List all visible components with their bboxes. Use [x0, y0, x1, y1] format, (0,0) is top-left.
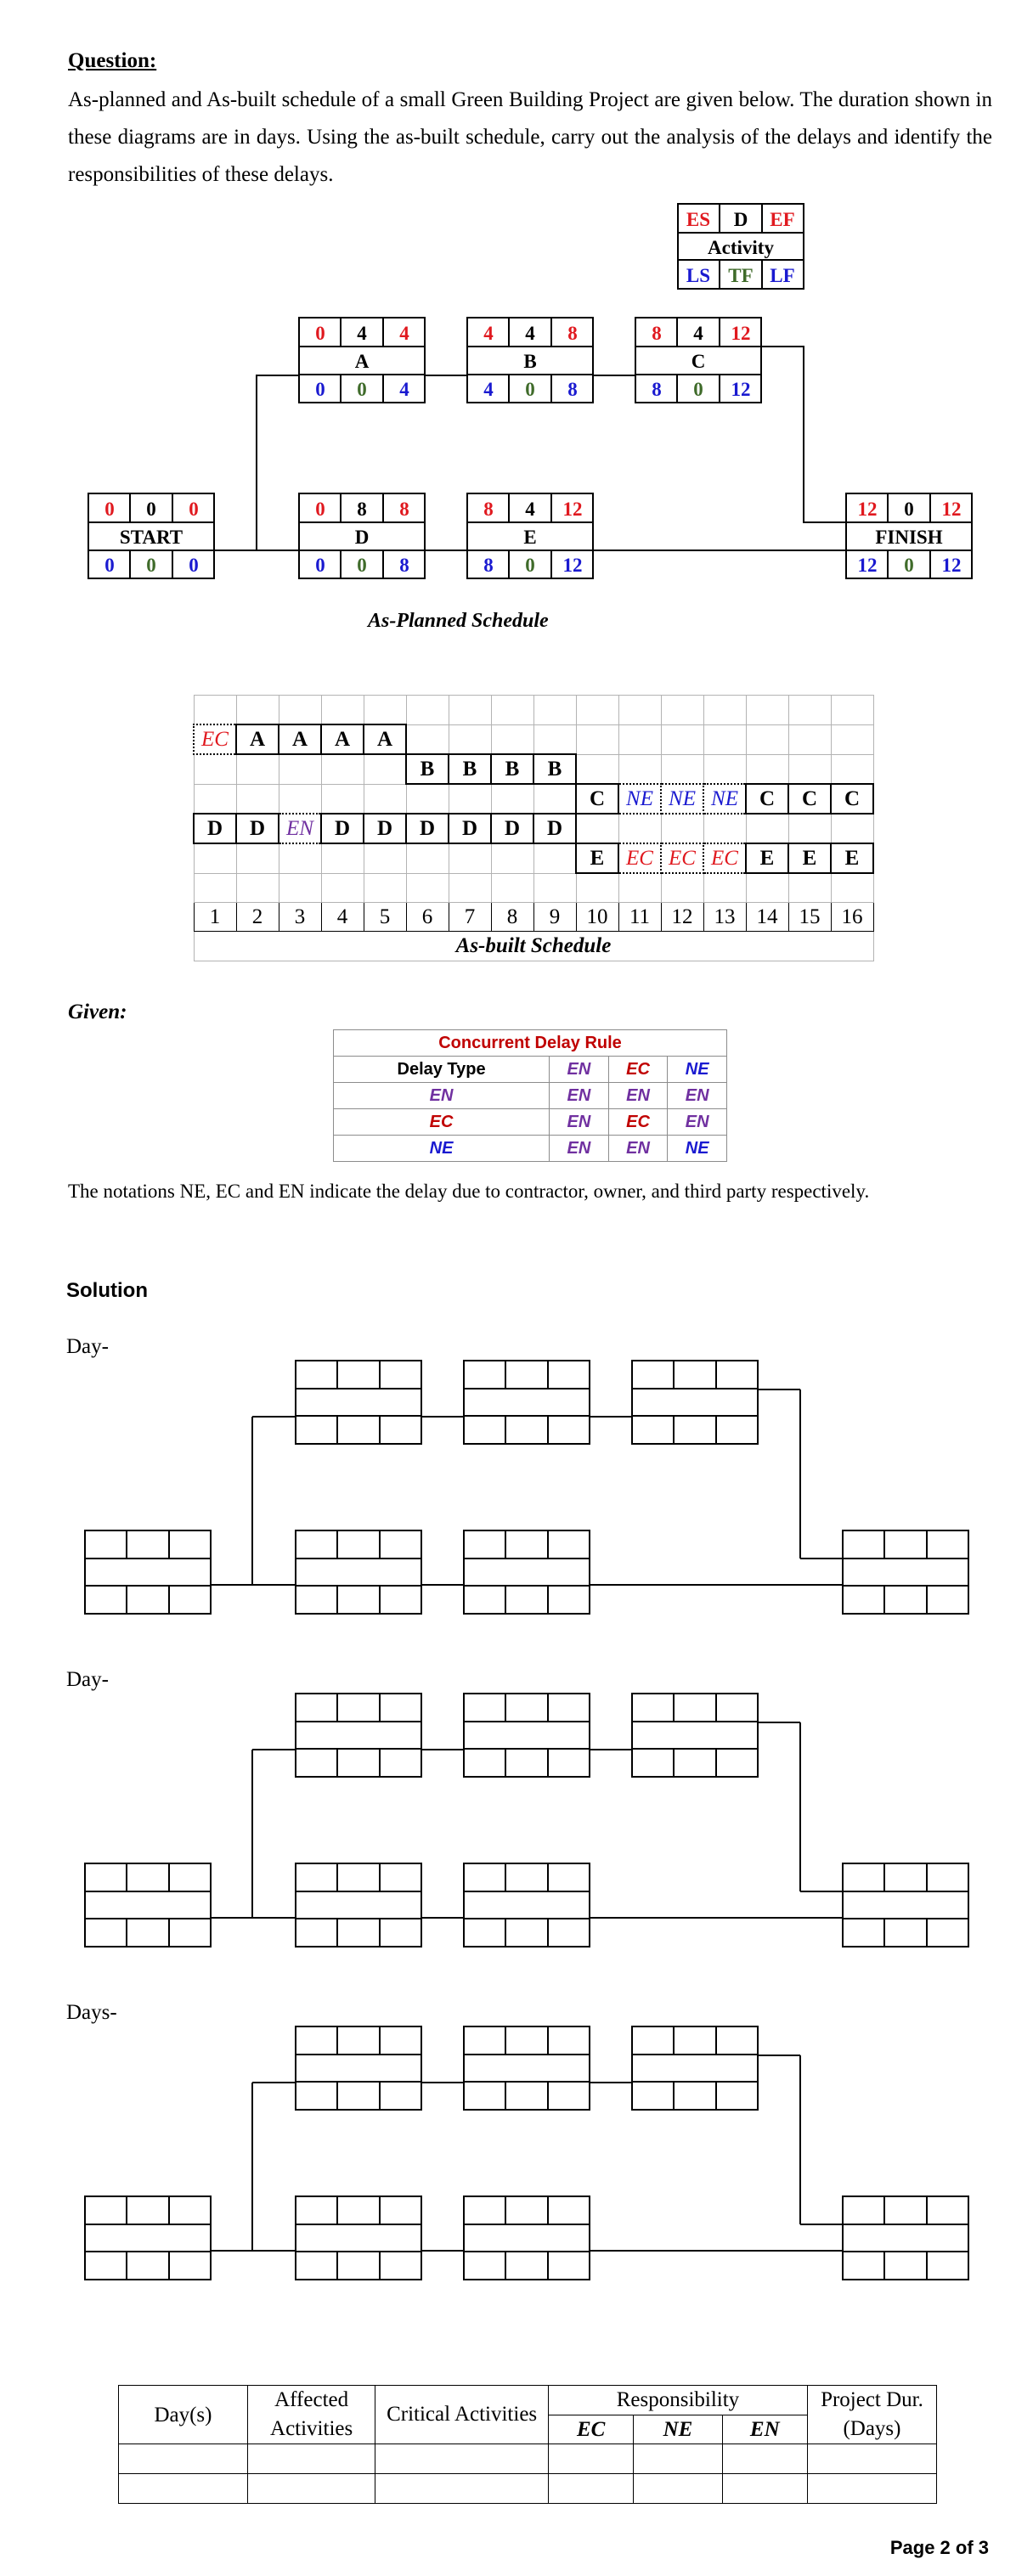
day-number: 12	[661, 903, 703, 932]
node-d: 4	[525, 323, 535, 344]
blank-node	[85, 2196, 211, 2280]
blank-node	[85, 1530, 211, 1614]
planned-node-e	[467, 493, 593, 578]
activity-bar-d: D	[194, 814, 236, 843]
empty-cell	[279, 784, 321, 814]
empty-cell	[661, 724, 703, 754]
blank-node	[464, 1694, 590, 1777]
planned-caption: As-Planned Schedule	[368, 610, 549, 632]
rule-cell: EN	[668, 1083, 727, 1109]
delay-cell-ec: EC	[661, 843, 703, 873]
rule-cell: EC	[608, 1057, 668, 1083]
empty-cell	[491, 873, 533, 903]
rule-cell: EC	[608, 1109, 668, 1136]
node-name: B	[523, 351, 537, 372]
node-tf: 0	[357, 379, 367, 400]
rule-row	[334, 1136, 727, 1162]
planned-network-diagram	[0, 0, 1033, 645]
empty-cell	[746, 873, 788, 903]
legend-ef: EF	[770, 209, 795, 230]
empty-cell	[533, 843, 576, 873]
col-days: Day(s)	[119, 2386, 248, 2444]
empty-cell	[449, 843, 491, 873]
question-text: As-planned and As-built schedule of a small Green Building Project are given below. The duration shown in these diagrams are in days. Using the as-built schedule, carry out the analysis of the delays and identify the responsibilities of these delays.	[68, 88, 992, 186]
empty-cell	[533, 724, 576, 754]
legend-es: ES	[686, 209, 711, 230]
empty-cell	[533, 784, 576, 814]
node-d: 0	[904, 499, 914, 520]
node-ef: 0	[189, 499, 199, 520]
empty-cell	[576, 754, 618, 784]
blank-node	[632, 1361, 758, 1444]
activity-bar-d: D	[533, 814, 576, 843]
blank-node	[843, 2196, 968, 2280]
node-ef: 12	[941, 499, 962, 520]
day-number: 13	[703, 903, 746, 932]
node-ef: 4	[399, 323, 409, 344]
solution-blank-networks	[0, 1350, 1033, 2302]
node-ls: 8	[652, 379, 662, 400]
empty-cell	[236, 696, 279, 725]
node-tf: 0	[146, 555, 156, 576]
rule-cell: EN	[608, 1083, 668, 1109]
activity-bar-c: C	[576, 784, 618, 814]
empty-cell	[406, 724, 449, 754]
col-duration: Project Dur. (Days)	[807, 2386, 936, 2444]
empty-cell	[746, 754, 788, 784]
activity-bar-a: A	[236, 724, 279, 754]
legend-lf: LF	[770, 265, 795, 286]
rule-cell: NE	[668, 1136, 727, 1162]
rule-cell: EC	[334, 1109, 550, 1136]
solution-network-2	[85, 1694, 968, 1947]
planned-node-d	[299, 493, 425, 578]
blank-node	[464, 2196, 590, 2280]
asbuilt-row	[194, 754, 873, 784]
empty-cell	[449, 696, 491, 725]
empty-cell	[194, 784, 236, 814]
blank-node	[296, 2026, 421, 2110]
delay-cell-ec: EC	[194, 724, 236, 754]
empty-cell	[831, 814, 873, 843]
empty-cell	[406, 696, 449, 725]
node-lf: 12	[941, 555, 962, 576]
node-ef: 8	[399, 499, 409, 520]
empty-cell	[321, 754, 364, 784]
empty-cell	[746, 814, 788, 843]
day-number: 4	[321, 903, 364, 932]
asbuilt-row	[194, 724, 873, 754]
blank-node	[464, 1530, 590, 1614]
notation-text: The notations NE, EC and EN indicate the delay due to contractor, owner, and third party respectively.	[68, 1181, 870, 1202]
empty-cell	[491, 843, 533, 873]
solution-day-label-1: Day-	[66, 1335, 109, 1358]
node-es: 4	[483, 323, 494, 344]
activity-bar-a: A	[364, 724, 406, 754]
empty-cell	[576, 873, 618, 903]
blank-node	[296, 1530, 421, 1614]
blank-node	[464, 1863, 590, 1947]
col-en: EN	[722, 2415, 807, 2444]
empty-cell	[406, 873, 449, 903]
node-tf: 0	[525, 555, 535, 576]
blank-node	[296, 1361, 421, 1444]
day-number: 16	[831, 903, 873, 932]
empty-cell	[661, 754, 703, 784]
node-name: START	[119, 527, 183, 548]
empty-cell	[661, 814, 703, 843]
delay-cell-en: EN	[279, 814, 321, 843]
day-number: 15	[788, 903, 831, 932]
empty-cell	[321, 873, 364, 903]
day-number: 3	[279, 903, 321, 932]
legend-d: D	[733, 209, 748, 230]
rule-cell: EN	[550, 1136, 609, 1162]
node-tf: 0	[357, 555, 367, 576]
empty-cell	[703, 754, 746, 784]
node-name: C	[691, 351, 706, 372]
day-number: 5	[364, 903, 406, 932]
empty-cell	[364, 873, 406, 903]
delay-cell-ne: NE	[618, 784, 661, 814]
blank-node	[296, 2196, 421, 2280]
summary-row	[119, 2444, 937, 2474]
empty-cell	[236, 873, 279, 903]
activity-bar-b: B	[491, 754, 533, 784]
rule-cell: EN	[608, 1136, 668, 1162]
planned-node-finish	[846, 493, 972, 578]
day-number: 8	[491, 903, 533, 932]
activity-bar-e: E	[831, 843, 873, 873]
activity-bar-c: C	[831, 784, 873, 814]
empty-cell	[703, 724, 746, 754]
col-responsibility: Responsibility	[548, 2386, 807, 2415]
node-ls: 4	[483, 379, 494, 400]
empty-cell	[746, 724, 788, 754]
blank-node	[632, 1694, 758, 1777]
rule-row	[334, 1109, 727, 1136]
node-tf: 0	[693, 379, 703, 400]
asbuilt-row	[194, 873, 873, 903]
empty-cell	[618, 696, 661, 725]
col-ec: EC	[548, 2415, 633, 2444]
empty-cell	[194, 696, 236, 725]
node-ls: 12	[857, 555, 878, 576]
activity-bar-d: D	[236, 814, 279, 843]
day-number: 7	[449, 903, 491, 932]
asbuilt-day-axis	[194, 903, 873, 932]
col-ne: NE	[634, 2415, 722, 2444]
empty-cell	[321, 843, 364, 873]
asbuilt-row	[194, 784, 873, 814]
activity-bar-e: E	[788, 843, 831, 873]
activity-bar-e: E	[746, 843, 788, 873]
rule-header-delay-type: Delay Type	[334, 1057, 550, 1083]
concurrent-delay-rule-table	[333, 1029, 727, 1162]
node-ef: 8	[567, 323, 578, 344]
empty-cell	[831, 724, 873, 754]
empty-cell	[406, 843, 449, 873]
activity-bar-b: B	[533, 754, 576, 784]
empty-cell	[661, 873, 703, 903]
activity-bar-d: D	[491, 814, 533, 843]
activity-bar-b: B	[449, 754, 491, 784]
asbuilt-row	[194, 696, 873, 725]
col-critical: Critical Activities	[375, 2386, 549, 2444]
question-heading: Question:	[68, 49, 157, 72]
planned-node-start	[88, 493, 214, 578]
empty-cell	[491, 724, 533, 754]
delay-cell-ne: NE	[661, 784, 703, 814]
activity-bar-d: D	[449, 814, 491, 843]
node-tf: 0	[525, 379, 535, 400]
empty-cell	[364, 696, 406, 725]
day-number: 10	[576, 903, 618, 932]
solution-day-label-3: Days-	[66, 2001, 117, 2024]
day-number: 11	[618, 903, 661, 932]
rule-cell: EN	[668, 1109, 727, 1136]
empty-cell	[236, 843, 279, 873]
empty-cell	[449, 784, 491, 814]
node-es: 0	[104, 499, 115, 520]
node-lf: 4	[399, 379, 409, 400]
empty-cell	[364, 843, 406, 873]
activity-bar-b: B	[406, 754, 449, 784]
day-number: 6	[406, 903, 449, 932]
empty-cell	[618, 873, 661, 903]
page-number: Page 2 of 3	[889, 2537, 989, 2558]
node-lf: 12	[562, 555, 583, 576]
empty-cell	[194, 754, 236, 784]
activity-bar-e: E	[576, 843, 618, 873]
empty-cell	[449, 873, 491, 903]
asbuilt-row	[194, 814, 873, 843]
rule-cell: NE	[668, 1057, 727, 1083]
blank-node	[296, 1863, 421, 1947]
col-affected: Affected Activities	[247, 2386, 375, 2444]
empty-cell	[364, 784, 406, 814]
node-lf: 8	[399, 555, 409, 576]
node-ef: 12	[562, 499, 583, 520]
solution-network-1	[85, 1361, 968, 1614]
empty-cell	[576, 696, 618, 725]
blank-node	[464, 1361, 590, 1444]
node-name: FINISH	[875, 527, 943, 548]
delay-cell-ec: EC	[618, 843, 661, 873]
solution-network-3	[85, 2026, 968, 2280]
node-lf: 12	[731, 379, 751, 400]
empty-cell	[788, 754, 831, 784]
node-lf: 8	[567, 379, 578, 400]
delay-cell-ec: EC	[703, 843, 746, 873]
empty-cell	[491, 696, 533, 725]
activity-bar-c: C	[746, 784, 788, 814]
empty-cell	[449, 724, 491, 754]
empty-cell	[194, 873, 236, 903]
node-ls: 0	[315, 555, 325, 576]
empty-cell	[406, 784, 449, 814]
empty-cell	[703, 814, 746, 843]
node-tf: 0	[904, 555, 914, 576]
asbuilt-caption: As-built Schedule	[194, 932, 873, 961]
node-es: 12	[857, 499, 878, 520]
delay-cell-ne: NE	[703, 784, 746, 814]
day-number: 2	[236, 903, 279, 932]
empty-cell	[576, 724, 618, 754]
node-es: 0	[315, 323, 325, 344]
empty-cell	[618, 724, 661, 754]
empty-cell	[746, 696, 788, 725]
empty-cell	[491, 784, 533, 814]
empty-cell	[703, 696, 746, 725]
empty-cell	[533, 696, 576, 725]
legend-ls: LS	[686, 265, 711, 286]
empty-cell	[321, 696, 364, 725]
empty-cell	[533, 873, 576, 903]
rule-cell: EN	[550, 1057, 609, 1083]
rule-title: Concurrent Delay Rule	[334, 1030, 727, 1057]
blank-node	[296, 1694, 421, 1777]
rule-cell: EN	[334, 1083, 550, 1109]
node-d: 8	[357, 499, 367, 520]
node-ls: 8	[483, 555, 494, 576]
blank-node	[464, 2026, 590, 2110]
blank-node	[843, 1863, 968, 1947]
node-d: 0	[146, 499, 156, 520]
activity-bar-c: C	[788, 784, 831, 814]
node-d: 4	[525, 499, 535, 520]
empty-cell	[661, 696, 703, 725]
node-d: 4	[693, 323, 703, 344]
node-d: 4	[357, 323, 367, 344]
asbuilt-schedule	[193, 695, 874, 961]
empty-cell	[576, 814, 618, 843]
rule-cell: NE	[334, 1136, 550, 1162]
activity-bar-d: D	[406, 814, 449, 843]
node-ls: 0	[315, 379, 325, 400]
empty-cell	[788, 696, 831, 725]
rule-row	[334, 1083, 727, 1109]
blank-node	[85, 1863, 211, 1947]
node-es: 0	[315, 499, 325, 520]
given-label: Given:	[68, 1001, 127, 1023]
planned-node-b	[467, 318, 593, 403]
legend-tf: TF	[728, 265, 754, 286]
summary-table	[118, 2385, 937, 2504]
empty-cell	[194, 843, 236, 873]
activity-bar-d: D	[364, 814, 406, 843]
empty-cell	[618, 814, 661, 843]
empty-cell	[279, 873, 321, 903]
node-name: E	[523, 527, 537, 548]
node-es: 8	[652, 323, 662, 344]
empty-cell	[321, 784, 364, 814]
empty-cell	[236, 784, 279, 814]
rule-row	[334, 1057, 727, 1083]
planned-node-a	[299, 318, 425, 403]
day-number: 9	[533, 903, 576, 932]
activity-bar-d: D	[321, 814, 364, 843]
empty-cell	[618, 754, 661, 784]
node-lf: 0	[189, 555, 199, 576]
node-ef: 12	[731, 323, 751, 344]
empty-cell	[788, 724, 831, 754]
blank-node	[843, 1530, 968, 1614]
node-name: A	[354, 351, 370, 372]
day-number: 1	[194, 903, 236, 932]
legend-box	[678, 204, 804, 289]
solution-day-label-2: Day-	[66, 1668, 109, 1691]
empty-cell	[831, 873, 873, 903]
rule-cell: EN	[550, 1083, 609, 1109]
empty-cell	[364, 754, 406, 784]
empty-cell	[236, 754, 279, 784]
node-ls: 0	[104, 555, 115, 576]
day-number: 14	[746, 903, 788, 932]
rule-cell: EN	[550, 1109, 609, 1136]
legend-activity: Activity	[708, 237, 774, 258]
empty-cell	[788, 873, 831, 903]
empty-cell	[279, 843, 321, 873]
blank-node	[632, 2026, 758, 2110]
planned-node-c	[635, 318, 761, 403]
activity-bar-a: A	[321, 724, 364, 754]
empty-cell	[279, 754, 321, 784]
node-es: 8	[483, 499, 494, 520]
activity-bar-a: A	[279, 724, 321, 754]
empty-cell	[788, 814, 831, 843]
solution-heading: Solution	[66, 1279, 148, 1302]
empty-cell	[831, 754, 873, 784]
empty-cell	[831, 696, 873, 725]
empty-cell	[279, 696, 321, 725]
summary-row	[119, 2474, 937, 2504]
asbuilt-row	[194, 843, 873, 873]
node-name: D	[354, 527, 370, 548]
empty-cell	[703, 873, 746, 903]
